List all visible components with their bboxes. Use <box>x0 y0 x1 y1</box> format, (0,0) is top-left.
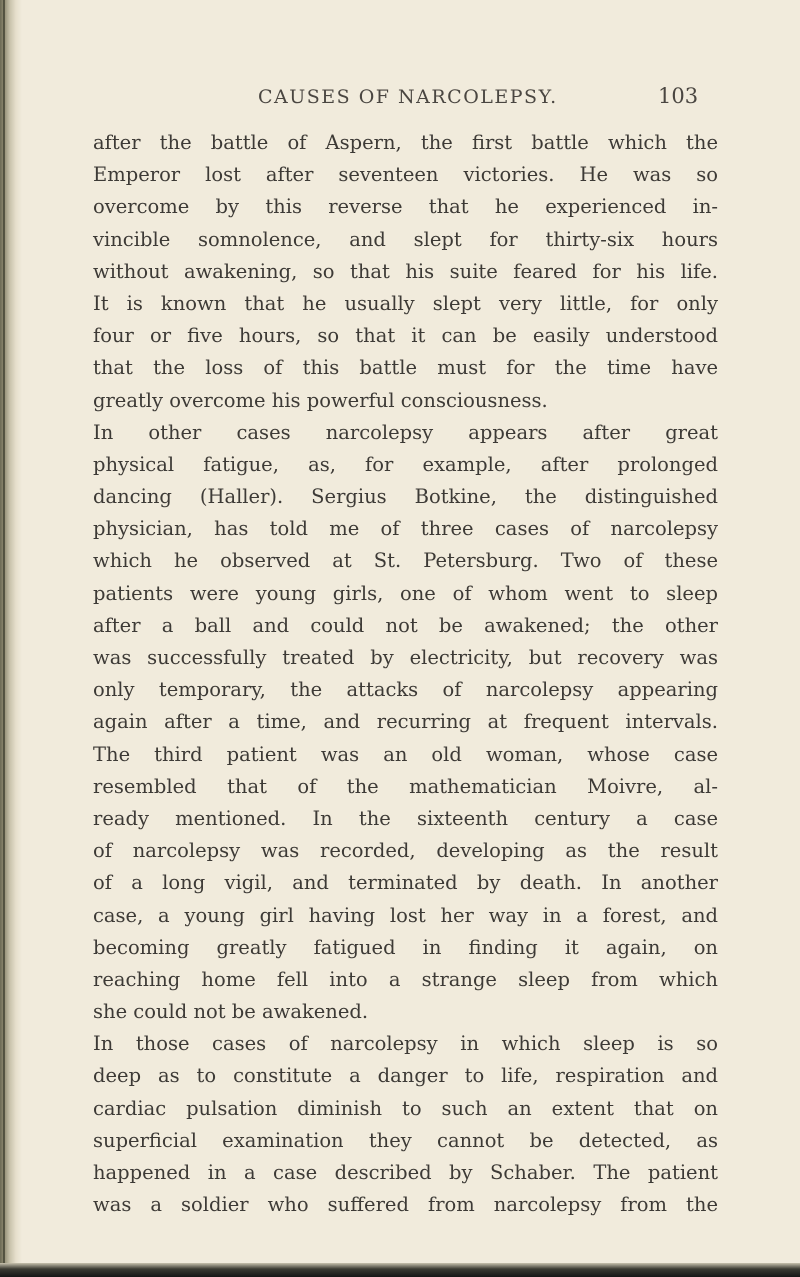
page-bottom-edge <box>0 1263 800 1277</box>
text-line: only temporary, the attacks of narcolepsy appearing <box>93 678 718 702</box>
text-line: reaching home fell into a strange sleep from which <box>93 967 718 991</box>
text-line: physician, has told me of three cases of narcolepsy <box>93 517 718 541</box>
text-line: was successfully treated by electricity, but recovery was <box>93 646 718 669</box>
text-line: It is known that he usually slept very little, for only <box>93 291 718 315</box>
text-line: overcome by this reverse that he experienced in- <box>93 195 718 219</box>
page-number: 103 <box>658 84 699 108</box>
text-line: case, a young girl having lost her way in a forest, and <box>93 903 718 927</box>
text-line: deep as to constitute a danger to life, respiration and <box>93 1064 718 1088</box>
body-text <box>93 127 718 1221</box>
binding-edge <box>3 0 5 1277</box>
text-line: which he observed at St. Petersburg. Two of these <box>93 549 718 573</box>
text-line: four or five hours, so that it can be easily understood <box>93 324 718 348</box>
text-line: vincible somnolence, and slept for thirty-six hours <box>93 227 718 251</box>
text-line: was a soldier who suffered from narcolepsy from the <box>93 1193 718 1217</box>
text-line: The third patient was an old woman, whose case <box>93 742 718 766</box>
text-line: again after a time, and recurring at frequent intervals. <box>93 710 718 734</box>
text-line: In those cases of narcolepsy in which sleep is so <box>93 1032 718 1056</box>
text-line: after a ball and could not be awakened; the other <box>93 613 718 637</box>
text-line: greatly overcome his powerful consciousness. <box>93 388 548 412</box>
text-line: ready mentioned. In the sixteenth century a case <box>93 806 718 830</box>
text-line: becoming greatly fatigued in finding it again, on <box>93 935 718 959</box>
text-line: Emperor lost after seventeen victories. He was so <box>93 163 718 187</box>
text-line: of a long vigil, and terminated by death. In another <box>93 871 718 895</box>
text-line: she could not be awakened. <box>93 1000 369 1024</box>
text-line: In other cases narcolepsy appears after great <box>93 420 718 444</box>
text-line: that the loss of this battle must for the time have <box>93 356 718 380</box>
text-line: resembled that of the mathematician Moivre, al- <box>93 774 718 798</box>
text-line: superficial examination they cannot be detected, as <box>93 1128 718 1152</box>
running-head: CAUSES OF NARCOLEPSY. <box>258 86 558 108</box>
text-line: without awakening, so that his suite feared for his life. <box>93 259 718 283</box>
text-line: patients were young girls, one of whom went to sleep <box>93 581 718 605</box>
text-line: after the battle of Aspern, the first battle which the <box>93 131 718 154</box>
text-line: happened in a case described by Schaber. The patient <box>93 1161 718 1184</box>
text-line: of narcolepsy was recorded, developing as the result <box>93 839 718 863</box>
text-line: cardiac pulsation diminish to such an extent that on <box>93 1096 718 1120</box>
text-line: dancing (Haller). Sergius Botkine, the distinguished <box>93 485 718 509</box>
text-line: physical fatigue, as, for example, after prolonged <box>93 452 718 476</box>
